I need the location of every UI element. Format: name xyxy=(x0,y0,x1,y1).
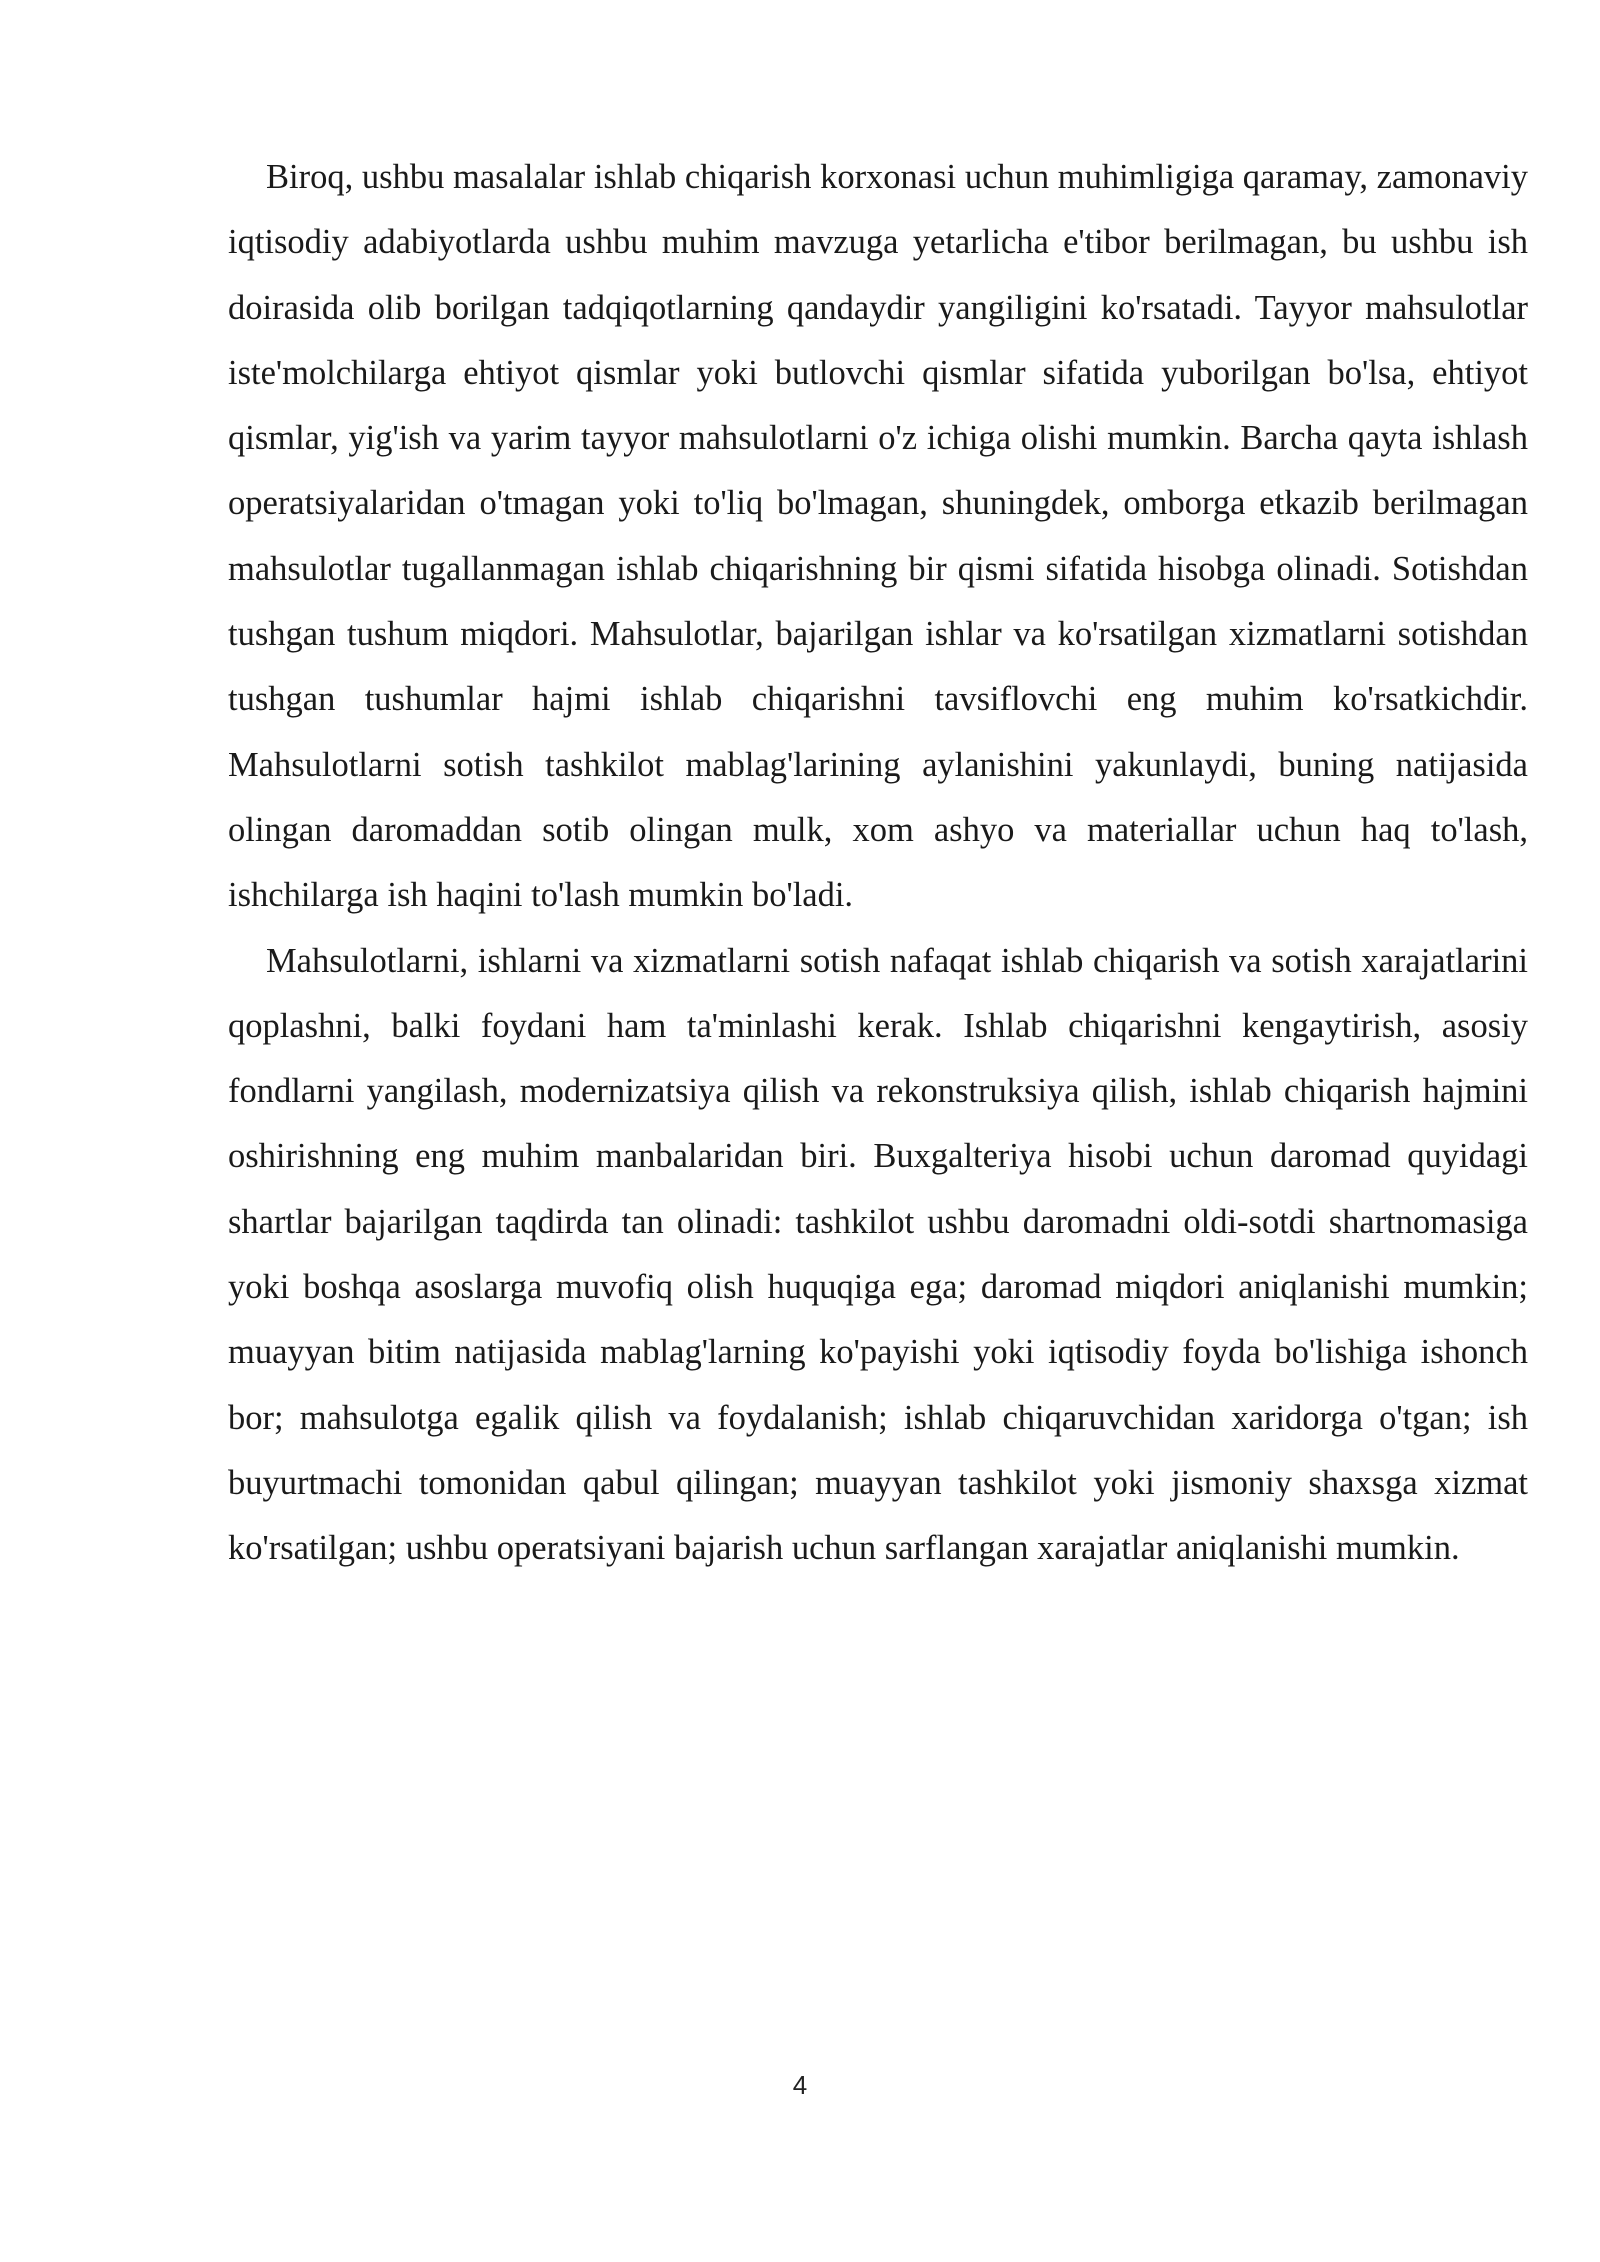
paragraph-1: Biroq, ushbu masalalar ishlab chiqarish korxonasi uchun muhimligiga qaramay, zamonaviy iqtisodiy adabiyotlarda ushbu muhim mavzuga yetarlicha e'tibor berilmagan, bu ushbu ish doirasida olib borilgan tadqiqotlarning qandaydir yangiligini ko'rsatadi. Tayyor mahsulotlar iste'molchilarga ehtiyot qismlar yoki butlovchi qismlar sifatida yuborilgan bo'lsa, ehtiyot qismlar, yig'ish va yarim tayyor mahsulotlarni o'z ichiga olishi mumkin. Barcha qayta ishlash operatsiyalaridan o'tmagan yoki to'liq bo'lmagan, shuningdek, omborga etkazib berilmagan mahsulotlar tugallanmagan ishlab chiqarishning bir qismi sifatida hisobga olinadi. Sotishdan tushgan tushum miqdori. Mahsulotlar, bajarilgan ishlar va ko'rsatilgan xizmatlarni sotishdan tushgan tushumlar hajmi ishlab chiqarishni tavsiflovchi eng muhim ko'rsatkichdir. Mahsulotlarni sotish tashkilot mablag'larining aylanishini yakunlaydi, buning natijasida olingan daromaddan sotib olingan mulk, xom ashyo va materiallar uchun haq to'lash, ishchilarga ish haqini to'lash mumkin bo'ladi. xyxy=(228,158,1528,915)
paragraph-2: Mahsulotlarni, ishlarni va xizmatlarni sotish nafaqat ishlab chiqarish va sotish xarajatlarini qoplashni, balki foydani ham ta'minlashi kerak. Ishlab chiqarishni kengaytirish, asosiy fondlarni yangilash, modernizatsiya qilish va rekonstruksiya qilish, ishlab chiqarish hajmini oshirishning eng muhim manbalaridan biri. Buxgalteriya hisobi uchun daromad quyidagi shartlar bajarilgan taqdirda tan olinadi: tashkilot ushbu daromadni oldi-sotdi shartnomasiga yoki boshqa asoslarga muvofiq olish huquqiga ega; daromad miqdori aniqlanishi mumkin; muayyan bitim natijasida mablag'larning ko'payishi yoki iqtisodiy foyda bo'lishiga ishonch bor; mahsulotga egalik qilish va foydalanish; ishlab chiqaruvchidan xaridorga o'tgan; ish buyurtmachi tomonidan qabul qilingan; muayyan tashkilot yoki jismoniy shaxsga xizmat ko'rsatilgan; ushbu operatsiyani bajarish uchun sarflangan xarajatlar aniqlanishi mumkin. xyxy=(228,941,1528,1568)
body-text xyxy=(228,145,1528,1582)
page-number: 4 xyxy=(792,2070,808,2100)
